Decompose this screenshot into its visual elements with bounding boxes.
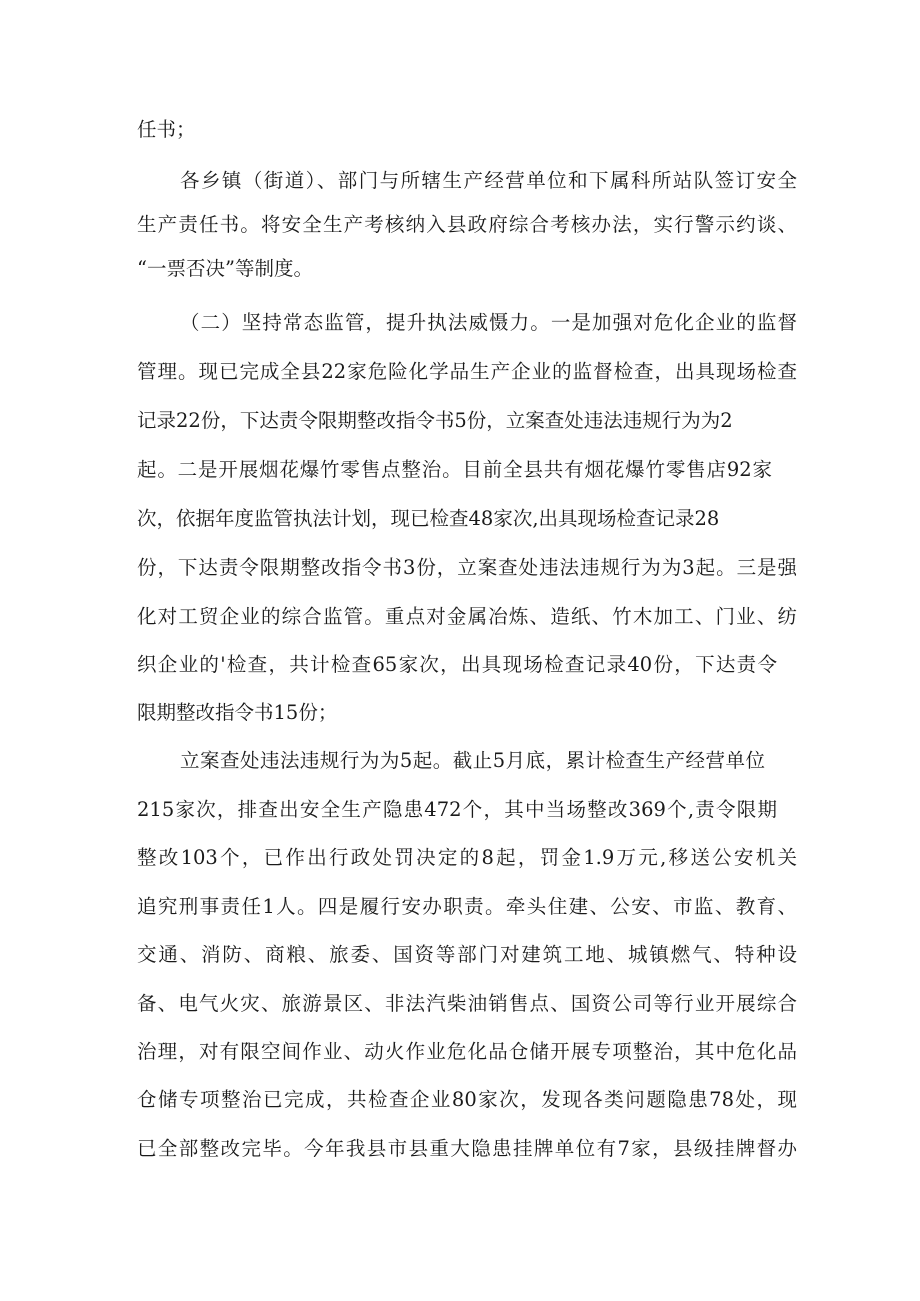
text-line-3: 生产责任书。将安全生产考核纳入县政府综合考核办法，实行警示约谈、: [137, 213, 797, 236]
text-line-21: 仓储专项整治已完成，共检查企业80家次，发现各类问题隐患78处，现: [137, 1088, 797, 1111]
text-line-2: 各乡镇（街道）、部门与所辖生产经营单位和下属科所站队签订安全: [180, 169, 797, 192]
text-line-20: 治理，对有限空间作业、动火作业危化品仓储开展专项整治，其中危化品: [137, 1040, 797, 1063]
text-line-1: 任书；: [137, 118, 196, 141]
text-line-7: 记录22份，下达责令限期整改指令书5份，立案查处违法违规行为为2: [137, 409, 733, 432]
text-line-6: 管理。现已完成全县22家危险化学品生产企业的监督检查，出具现场检查: [137, 360, 797, 383]
text-line-9: 次，依据年度监管执法计划，现已检查48家次,出具现场检查记录28: [137, 507, 720, 530]
text-line-10: 份，下达责令限期整改指令书3份，立案查处违法违规行为为3起。三是强: [137, 556, 797, 579]
text-line-4: “一票否决”等制度。: [137, 257, 313, 280]
text-line-14: 立案查处违法违规行为为5起。截止5月底，累计检查生产经营单位: [180, 749, 765, 772]
text-line-5: （二）坚持常态监管，提升执法威慑力。一是加强对危化企业的监督: [180, 311, 797, 334]
text-line-17: 追究刑事责任1人。四是履行安办职责。牵头住建、公安、市监、教育、: [137, 895, 797, 918]
text-line-18: 交通、消防、商粮、旅委、国资等部门对建筑工地、城镇燃气、特种设: [137, 943, 797, 966]
text-line-19: 备、电气火灾、旅游景区、非法汽柴油销售点、国资公司等行业开展综合: [137, 992, 797, 1015]
text-line-13: 限期整改指令书15份；: [137, 701, 338, 724]
text-line-22: 已全部整改完毕。今年我县市县重大隐患挂牌单位有7家，县级挂牌督办: [137, 1137, 797, 1160]
text-line-8: 起。二是开展烟花爆竹零售点整治。目前全县共有烟花爆竹零售店92家: [137, 458, 772, 481]
text-line-15: 215家次，排查出安全生产隐患472个，其中当场整改369个,责令限期: [137, 798, 777, 821]
text-line-12: 织企业的'检查，共计检查65家次，出具现场检查记录40份，下达责令: [137, 653, 777, 676]
text-line-11: 化对工贸企业的综合监管。重点对金属冶炼、造纸、竹木加工、门业、纺: [137, 605, 797, 628]
text-line-16: 整改103个，已作出行政处罚决定的8起，罚金1.9万元,移送公安机关: [137, 846, 797, 869]
